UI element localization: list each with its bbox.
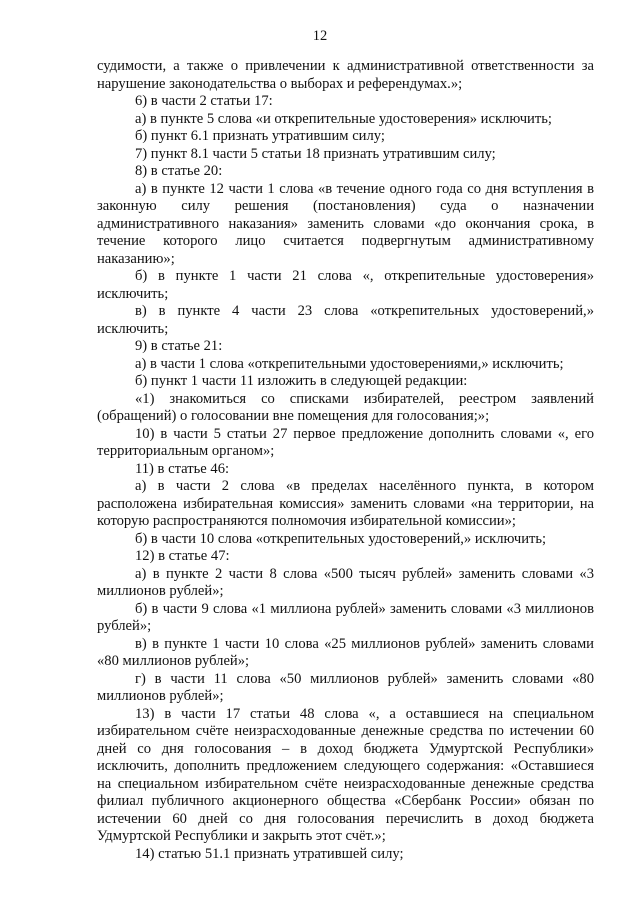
paragraph: а) в части 2 слова «в пределах населённого пункта, в котором расположена избирательная комиссия» заменить словами «на территории, на которую распространяются полномочия избирательной комиссии»; (97, 478, 594, 529)
paragraph: г) в части 11 слова «50 миллионов рублей» заменить словами «80 миллионов рублей»; (97, 670, 594, 704)
document-body (97, 58, 594, 863)
paragraph: 7) пункт 8.1 части 5 статьи 18 признать утратившим силу; (135, 145, 496, 162)
paragraph: б) в части 9 слова «1 миллиона рублей» заменить словами «3 миллионов рублей»; (97, 600, 594, 634)
paragraph: в) в пункте 4 части 23 слова «открепительных удостоверений,» исключить; (97, 303, 594, 337)
paragraph: б) в пункте 1 части 21 слова «, открепительные удостоверения» исключить; (97, 268, 594, 302)
paragraph: 11) в статье 46: (135, 460, 230, 477)
paragraph: б) пункт 6.1 признать утратившим силу; (135, 128, 385, 144)
paragraph: 8) в статье 20: (135, 163, 223, 179)
paragraph: судимости, а также о привлечении к административной ответственности за нарушение законодательства о выборах и референдумах.»; (97, 58, 594, 92)
paragraph: а) в пункте 12 части 1 слова «в течение одного года со дня вступления в законную силу решения (постановления) суда о назначении административного наказания» заменить словами «до окончания срока, в течение которого лицо считается подвергнутым административному наказанию»; (97, 180, 594, 267)
paragraph: а) в части 1 слова «открепительными удостоверениями,» исключить; (135, 355, 564, 372)
paragraph: б) пункт 1 части 11 изложить в следующей редакции: (135, 373, 468, 389)
page-number: 12 (312, 28, 328, 44)
paragraph: в) в пункте 1 части 10 слова «25 миллионов рублей» заменить словами «80 миллионов рублей»; (97, 635, 594, 669)
paragraph: 10) в части 5 статьи 27 первое предложение дополнить словами «, его территориальным органом»; (97, 425, 594, 459)
paragraph: «1) знакомиться со списками избирателей, реестром заявлений (обращений) о голосовании вне помещения для голосования;»; (97, 390, 594, 424)
paragraph: 6) в части 2 статьи 17: (135, 93, 273, 109)
paragraph: б) в части 10 слова «открепительных удостоверений,» исключить; (135, 530, 547, 547)
paragraph: а) в пункте 2 части 8 слова «500 тысяч рублей» заменить словами «3 миллионов рублей»; (97, 565, 594, 599)
paragraph: 13) в части 17 статьи 48 слова «, а оставшиеся на специальном избирательном счёте неизрасходованные денежные средства по истечении 60 дней со дня голосования – в доход бюджета Удмуртской Республики» исключить, дополнить предложением следующего содержания: «Оставшиеся на специальном избирательном счёте неизрасходованные денежные средства филиал публичного акционерного общества «Сбербанк России» обязан по истечении 60 дней со дня голосования перечислить в доход бюджета Удмуртской Республики и закрыть этот счёт.»; (97, 705, 594, 844)
paragraph: а) в пункте 5 слова «и открепительные удостоверения» исключить; (135, 110, 552, 127)
paragraph: 12) в статье 47: (135, 548, 230, 564)
paragraph: 9) в статье 21: (135, 338, 223, 354)
paragraph: 14) статью 51.1 признать утратившей силу; (135, 845, 404, 862)
